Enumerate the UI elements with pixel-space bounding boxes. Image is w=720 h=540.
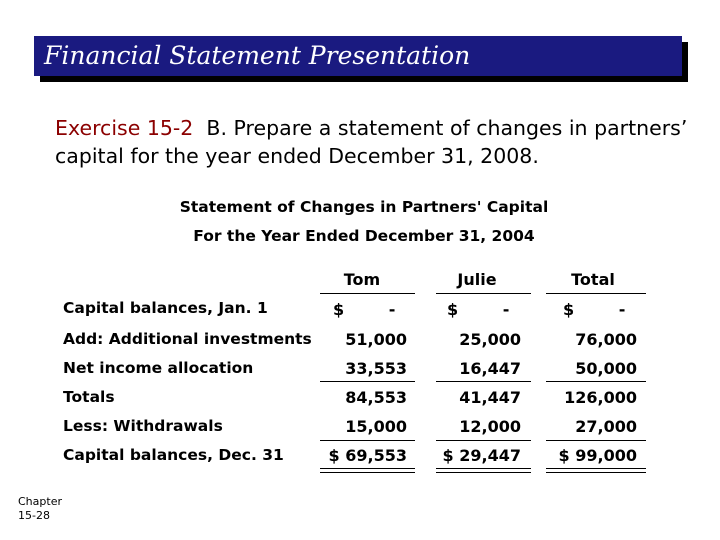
part-letter: B. [206, 116, 227, 140]
row-label-net-income: Net income allocation [63, 359, 254, 377]
title-bar [34, 36, 682, 76]
header-rule-tom [320, 293, 415, 294]
instruction-text: Prepare a statement of changes in partners’ capital for the year ended December 31, 2008. [55, 116, 688, 168]
exercise-instructions [55, 114, 695, 170]
cell-net-income-total: 50,000 [575, 359, 637, 378]
row-label-withdrawals: Less: Withdrawals [63, 417, 223, 435]
exercise-label: Exercise 15-2 [55, 116, 194, 140]
subtotal-rule-total [546, 381, 646, 382]
cell-withdrawals-julie: 12,000 [459, 417, 521, 436]
row-label-jan1: Capital balances, Jan. 1 [63, 299, 268, 317]
cell-totals-total: 126,000 [564, 388, 637, 407]
subtotal-rule-julie [436, 381, 531, 382]
cell-jan1-julie: $ - [447, 300, 510, 319]
chapter-footer [18, 495, 62, 523]
double-rule-tom [320, 468, 415, 473]
cell-withdrawals-total: 27,000 [575, 417, 637, 436]
cell-dec31-julie: $ 29,447 [442, 446, 521, 465]
double-rule-total [546, 468, 646, 473]
cell-investments-julie: 25,000 [459, 330, 521, 349]
cell-withdrawals-tom: 15,000 [345, 417, 407, 436]
cell-investments-total: 76,000 [575, 330, 637, 349]
cell-dec31-tom: $ 69,553 [328, 446, 407, 465]
statement-period: For the Year Ended December 31, 2004 [193, 227, 535, 245]
footer-page-number: 15-28 [18, 509, 50, 522]
double-rule-julie [436, 468, 531, 473]
column-header-total: Total [571, 270, 615, 289]
ending-rule-tom [320, 440, 415, 441]
cell-net-income-julie: 16,447 [459, 359, 521, 378]
column-header-tom: Tom [343, 270, 381, 289]
cell-jan1-total: $ - [563, 300, 626, 319]
cell-net-income-tom: 33,553 [345, 359, 407, 378]
row-label-dec31: Capital balances, Dec. 31 [63, 446, 284, 464]
header-rule-total [546, 293, 646, 294]
row-label-additional-investments: Add: Additional investments [63, 330, 312, 348]
slide-title: Financial Statement Presentation [44, 41, 471, 70]
cell-totals-tom: 84,553 [345, 388, 407, 407]
column-header-julie: Julie [457, 270, 497, 289]
ending-rule-julie [436, 440, 531, 441]
header-rule-julie [436, 293, 531, 294]
cell-totals-julie: 41,447 [459, 388, 521, 407]
cell-dec31-total: $ 99,000 [558, 446, 637, 465]
subtotal-rule-tom [320, 381, 415, 382]
ending-rule-total [546, 440, 646, 441]
cell-investments-tom: 51,000 [345, 330, 407, 349]
cell-jan1-tom: $ - [333, 300, 396, 319]
statement-title: Statement of Changes in Partners' Capital [179, 198, 549, 216]
row-label-totals: Totals [63, 388, 115, 406]
footer-chapter-label: Chapter [18, 495, 62, 508]
